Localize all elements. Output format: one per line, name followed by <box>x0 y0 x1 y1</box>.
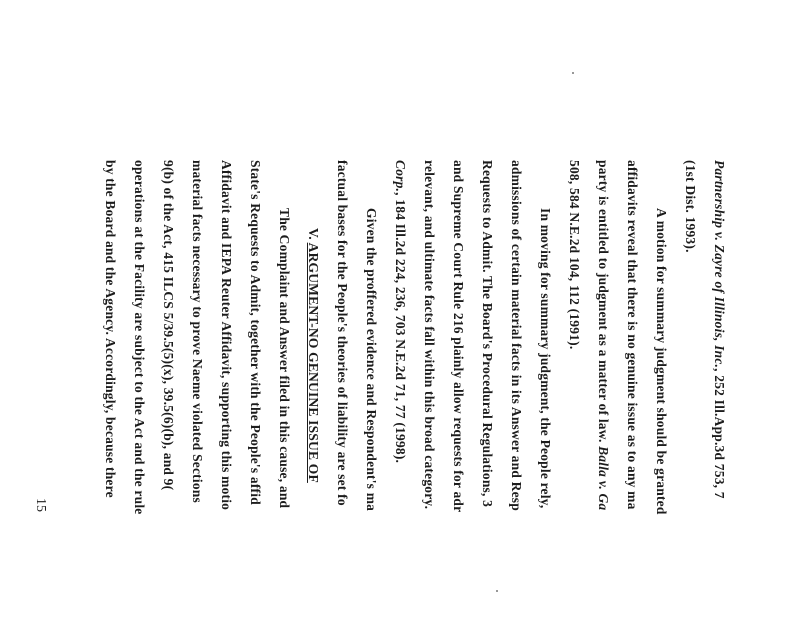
text-line: In moving for summary judgment, the People rely, <box>538 208 553 509</box>
scan-speck <box>496 590 498 592</box>
text-line: A motion for summary judgment should be granted <box>654 208 669 515</box>
text-line <box>597 160 611 510</box>
text-line: The Complaint and Answer filed in this cause, and <box>277 208 292 509</box>
citation: , 252 Ill.App.3d 753, 7 <box>712 368 727 499</box>
text-line: and Supreme Court Rule 216 plainly allow requests for adr <box>451 160 466 513</box>
text-line: Requests to Admit. The Board's Procedural Regulations, 3 <box>480 160 495 508</box>
section-number: V. <box>306 228 321 243</box>
text-line: (1st Dist. 1993). <box>683 160 698 253</box>
text-line: Given the proffered evidence and Respondent's ma <box>364 208 379 512</box>
text-line <box>394 160 408 463</box>
text-line: by the Board and the Agency. Accordingly, because there <box>103 160 118 498</box>
section-title: ARGUMENT-NO GENUINE ISSUE OF <box>306 242 321 483</box>
text-line: admissions of certain material facts in its Answer and Resp <box>509 160 524 511</box>
text-line: 508, 584 N.E.2d 104, 112 (1991). <box>567 160 582 350</box>
section-heading <box>307 228 321 483</box>
text-line <box>713 160 727 499</box>
text-line: Affidavit and IEPA Reuter Affidavit, supporting this motio <box>219 160 234 511</box>
text-line: factual bases for the People's theories of liability are set fo <box>335 160 350 506</box>
text-line: 9(b) of the Act, 415 ILCS 5/39.5(5)(x), 39.5(6)(b), and 9( <box>161 160 176 491</box>
case-name: Balla v. Ga <box>596 446 611 511</box>
page-number: 15 <box>33 498 48 512</box>
citation: , 184 Ill.2d 224, 236, 703 N.E.2d 71, 77 (1998). <box>393 192 408 464</box>
text-line: State's Requests to Admit, together with the People's affid <box>248 160 263 505</box>
text-run: party is entitled to judgment as a matter of law. <box>596 160 611 447</box>
case-name: Corp. <box>393 160 408 193</box>
text-line: material facts necessary to prove Naeme violated Sections <box>190 160 205 503</box>
case-name: Partnership v. Zayre of Illinois, Inc. <box>712 160 727 369</box>
scan-speck <box>572 72 574 74</box>
text-line: relevant, and ultimate facts fall within this broad category. <box>422 160 437 510</box>
text-line: affidavits reveal that there is no genuine issue as to any ma <box>625 160 640 510</box>
text-line: operations at the Facility are subject to the Act and the rule <box>132 160 147 515</box>
